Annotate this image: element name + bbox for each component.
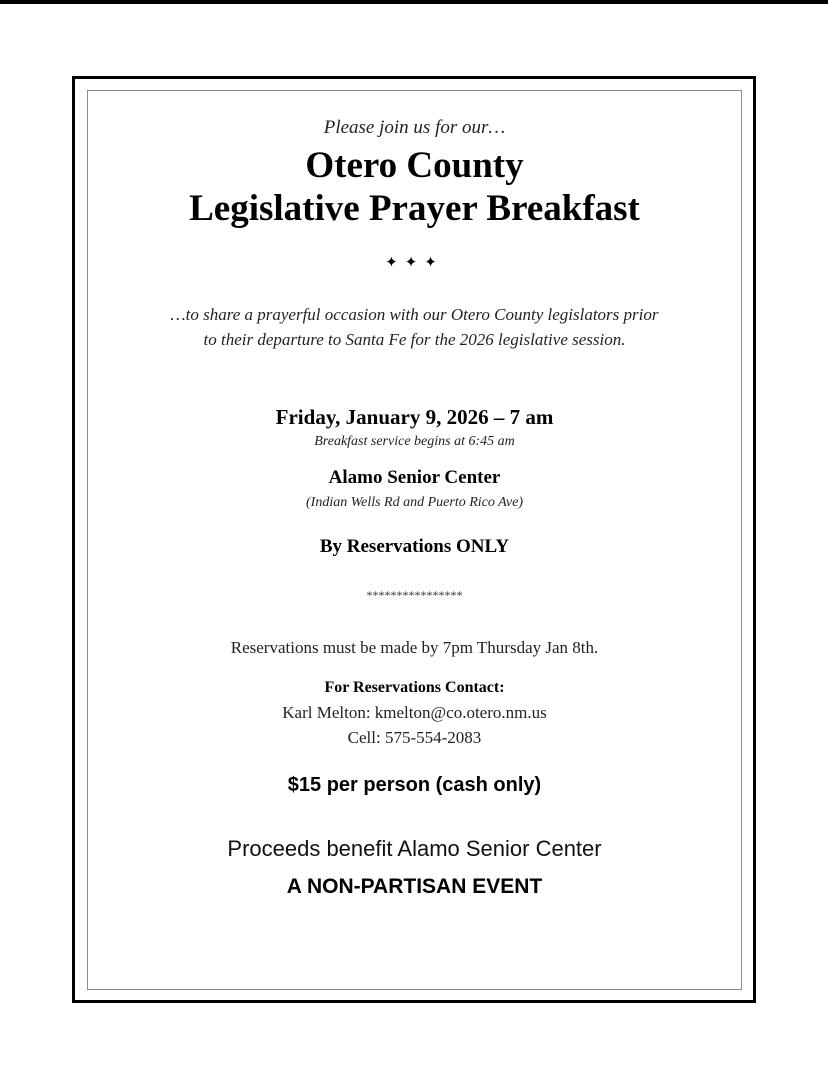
title-line-1: Otero County [305, 145, 524, 186]
breakfast-service-note: Breakfast service begins at 6:45 am [314, 434, 515, 449]
venue-address: (Indian Wells Rd and Puerto Rico Ave) [306, 495, 523, 510]
proceeds-note: Proceeds benefit Alamo Senior Center [227, 836, 602, 861]
contact-cell: Cell: 575-554-2083 [347, 728, 482, 747]
top-edge-bar [0, 0, 828, 4]
nonpartisan-notice: A NON-PARTISAN EVENT [286, 875, 543, 898]
contact-name-email: Karl Melton: kmelton@co.otero.nm.us [282, 703, 547, 722]
event-date-time: Friday, January 9, 2026 – 7 am [275, 405, 554, 429]
price: $15 per person (cash only) [287, 774, 542, 796]
asterisk-separator: **************** [366, 588, 463, 602]
ornament-diamonds-icon: ✦✦✦ [385, 255, 444, 271]
title-line-2: Legislative Prayer Breakfast [189, 188, 640, 229]
description-line-2: to their departure to Santa Fe for the 2026 legislative session. [203, 330, 626, 349]
venue-name: Alamo Senior Center [328, 467, 501, 488]
reservation-notice: By Reservations ONLY [319, 536, 510, 557]
intro-text: Please join us for our… [323, 117, 506, 138]
reservation-deadline: Reservations must be made by 7pm Thursday Jan 8th. [230, 638, 599, 657]
contact-heading: For Reservations Contact: [324, 679, 505, 696]
description-line-1: …to share a prayerful occasion with our Otero County legislators prior [170, 305, 659, 324]
